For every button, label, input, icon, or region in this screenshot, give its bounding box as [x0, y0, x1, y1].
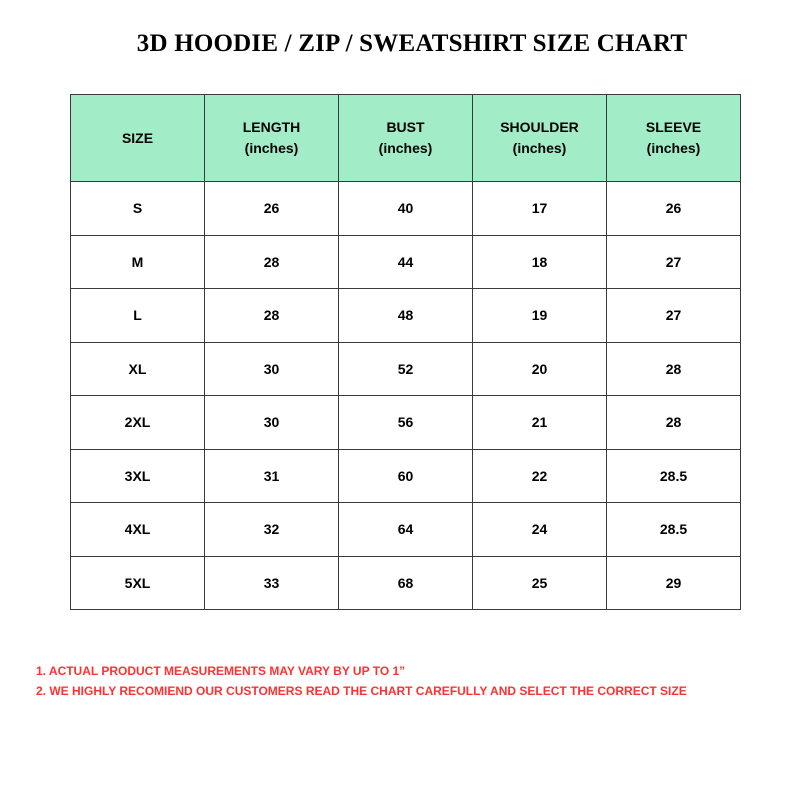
cell-shoulder: 21 [473, 396, 607, 450]
cell-size: S [71, 182, 205, 236]
header-shoulder-unit: (inches) [512, 140, 567, 156]
table-row [71, 396, 741, 450]
cell-sleeve: 28.5 [607, 449, 741, 503]
cell-length: 28 [205, 289, 339, 343]
cell-size: M [71, 235, 205, 289]
cell-size: XL [71, 342, 205, 396]
table-header-row [71, 95, 741, 182]
cell-sleeve: 26 [607, 182, 741, 236]
table-row [71, 342, 741, 396]
cell-bust: 52 [339, 342, 473, 396]
table-row [71, 556, 741, 610]
cell-shoulder: 25 [473, 556, 607, 610]
cell-shoulder: 24 [473, 503, 607, 557]
header-length-unit: (inches) [244, 140, 299, 156]
cell-size: L [71, 289, 205, 343]
cell-sleeve: 29 [607, 556, 741, 610]
cell-sleeve: 27 [607, 289, 741, 343]
notes-list [36, 661, 776, 701]
cell-shoulder: 19 [473, 289, 607, 343]
cell-length: 33 [205, 556, 339, 610]
cell-bust: 44 [339, 235, 473, 289]
cell-bust: 48 [339, 289, 473, 343]
cell-size: 4XL [71, 503, 205, 557]
note-item-measurement: 1. ACTUAL PRODUCT MEASUREMENTS MAY VARY BY UP TO 1” [36, 664, 406, 678]
cell-length: 32 [205, 503, 339, 557]
cell-bust: 64 [339, 503, 473, 557]
header-sleeve-unit: (inches) [646, 140, 701, 156]
cell-shoulder: 18 [473, 235, 607, 289]
cell-length: 31 [205, 449, 339, 503]
cell-shoulder: 17 [473, 182, 607, 236]
table-row [71, 235, 741, 289]
note-item-recommendation: 2. WE HIGHLY RECOMIEND OUR CUSTOMERS READ THE CHART CAREFULLY AND SELECT THE CORRECT SIZE [36, 684, 687, 698]
header-length-label: LENGTH [242, 119, 301, 135]
table-row [71, 182, 741, 236]
cell-size: 3XL [71, 449, 205, 503]
size-chart-table [70, 94, 741, 610]
cell-sleeve: 28.5 [607, 503, 741, 557]
header-size-label: SIZE [121, 129, 154, 146]
cell-size: 5XL [71, 556, 205, 610]
cell-sleeve: 28 [607, 342, 741, 396]
cell-shoulder: 20 [473, 342, 607, 396]
header-length [205, 95, 339, 182]
header-sleeve [607, 95, 741, 182]
cell-length: 30 [205, 396, 339, 450]
cell-length: 26 [205, 182, 339, 236]
header-bust-unit: (inches) [378, 140, 433, 156]
header-size [71, 95, 205, 182]
table-row [71, 289, 741, 343]
header-sleeve-label: SLEEVE [645, 119, 702, 135]
cell-sleeve: 27 [607, 235, 741, 289]
cell-shoulder: 22 [473, 449, 607, 503]
cell-length: 30 [205, 342, 339, 396]
table-row [71, 449, 741, 503]
header-shoulder-label: SHOULDER [500, 119, 579, 135]
cell-size: 2XL [71, 396, 205, 450]
header-bust [339, 95, 473, 182]
table-row [71, 503, 741, 557]
cell-bust: 56 [339, 396, 473, 450]
header-bust-label: BUST [386, 119, 425, 135]
cell-bust: 68 [339, 556, 473, 610]
page-title: 3D HOODIE / ZIP / SWEATSHIRT SIZE CHART [136, 30, 688, 57]
cell-bust: 60 [339, 449, 473, 503]
header-shoulder [473, 95, 607, 182]
cell-bust: 40 [339, 182, 473, 236]
cell-length: 28 [205, 235, 339, 289]
cell-sleeve: 28 [607, 396, 741, 450]
